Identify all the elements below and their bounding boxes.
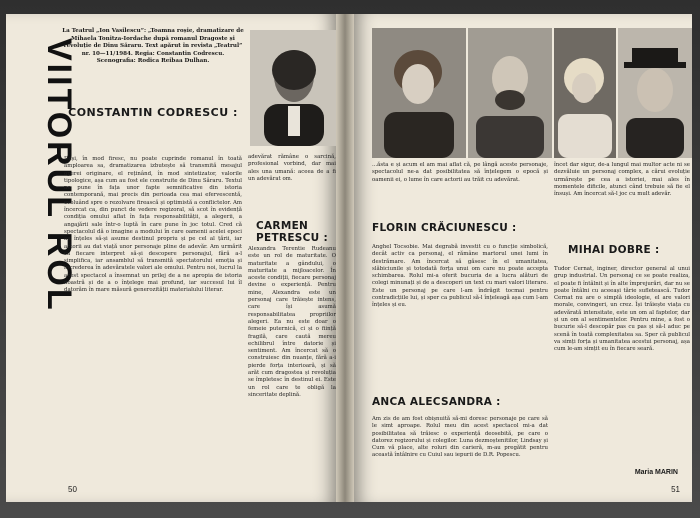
stage-photo-blonde-woman <box>554 28 616 158</box>
column-continuation-text: adevărat rămâne o sarcină, profesional vorbind, dar mai ales una umană: aceea de a fi un adevărat om. <box>248 154 336 182</box>
stage-photo-man-hat <box>618 28 692 158</box>
heading-anca-alecsandra: ANCA ALECSANDRA : <box>372 396 501 408</box>
right-page <box>354 14 692 502</box>
stage-photo-man-beard <box>468 28 552 158</box>
carmen-petrescu-text: Alexandra Terentie Rudeanu este un rol de maturitate. O maturitate a gândului, o maturitate a mijloacelor. În aceste condiții, fiecare personaj devine o experiență. Pentru mine, Alexandra este un personaj care trăiește intens, care își asumă responsabilitatea propriilor alegeri. Ea nu este doar o femeie puternică, ci și o ființă fragilă, care caută mereu echilibrul între datorie și sentiment. Am încercat să o construiesc din nuanțe, fără a-i pierde forța interioară, și să arăt cum dragostea și revoluția se împletesc în destinul ei. Este un rol care te obligă la sinceritate deplină. <box>248 246 336 398</box>
author-signature: Maria MARIN <box>634 469 678 476</box>
stage-photo-woman <box>372 28 466 158</box>
heading-carmen-petrescu: CARMEN PETRESCU : <box>256 220 328 244</box>
portrait-photo-codrescu <box>250 30 336 146</box>
vertical-title <box>14 34 78 334</box>
heading-mihai-dobre: MIHAI DOBRE : <box>568 244 660 256</box>
vertical-title-text: VIITORUL ROL <box>40 38 78 313</box>
page-number-right: 51 <box>671 485 680 494</box>
play-credits: La Teatrul „Ion Vasilescu”: „Toamna roșie, dramatizare de Mihaela Tonitza-Iordache după romanul Dragoste și revoluție de Dinu Săraru. Text apărut în revista „Teatrul” nr. 10—11/1984. Regia: Constantin Codrescu. Scenografia: Rodica Reibaa Dulhan. <box>62 28 244 65</box>
florin-craciunescu-text: Anghel Tocsobie. Mai degrabă investit cu o funcție simbolică, decât activ ca personaj, el rămâne martorul unei lumi în destrămare. Am încercat să găsesc în el umanitatea, slăbiciunile și totodată forța unui om care nu poate accepta schimbarea. Rolul mi-a oferit bucuria de a lucra alături de colegi minunați și de a descoperi un text cu mari valori literare. Este un personaj pe care l-am îndrăgit tocmai pentru contradicțiile lui, și sper ca publicul să-l înțeleagă așa cum l-am înțeles și eu. <box>372 244 548 309</box>
page-number-left: 50 <box>68 485 77 494</box>
heading-florin-craciunescu: FLORIN CRĂCIUNESCU : <box>372 222 517 234</box>
anca-alecsandra-text: Am zis de am fost obișnuită să-mi doresc personaje pe care să le simt aproape. Rolul meu din acest spectacol mi-a dat posibilitatea să trăiesc o experiență deosebită, pe care o datorez regizorului și colegilor. Luna dezmoștenitilor, Lindsay și Cum vă place, alte roluri din carieră, m-au pregătit pentru această întâlnire cu Cuiul sau iepurii de D.R. Popescu. <box>372 416 548 459</box>
page-gutter <box>336 14 354 502</box>
codrescu-text: Deși, în mod firesc, nu poate cuprinde romanul în toată amploarea sa, dramatizarea izbutește să transmită mesajul operei originare, el reținând, în mod sintetizator, valorile tipologice, așa cum au fost ele construite de Dinu Săraru. Textul ne pune în fața unor fapte semnificative din istoria contemporană, mai precis din perioada cea mai efervescentă, evoluând spre o rezolvare firească și optimistă a conflictelor. Am încercat ca, din punct de vedere regizoral, să scot în evidență condiția omului aflat în fața responsabilității, a alegerii, a angajării sale într-o luptă în care pune în joc totul. Cred că spectacolul dă o imagine a modului în care oamenii acelei epoci au înțeles să-și asume destinul propriu și pe cel al țării, iar actorii au dat viață unor personaje pline de adevăr. Am urmărit ca fiecare interpret să-și descopere personajul, fără a-l simplifica, iar ansamblul să transmită spectatorului emoția și încrederea în adevăratele valori ale omului. Pentru noi, lucrul la acest spectacol a însemnat un prilej de a ne apropia de istoria noastră și de a o înțelege mai profund, iar succesul lui îl datorăm în mare măsură generozității materialului literar. <box>64 156 242 294</box>
right-top-column-text: încet dar sigur, de-a lungul mai multor acte ni se dezvăluie un personaj complex, a cărui evoluție urmărește pe cea a istoriei, mai ales în momentele dificile, atunci când trebuie să fie el însuși. Am încercat să-l joc cu mult adevăr. <box>554 162 690 198</box>
interviewee-name-codrescu: CONSTANTIN CODRESCU : <box>68 106 238 119</box>
left-page <box>6 14 336 502</box>
photo-caption-text: ...ăsta e și acum el am mai aflat că, pe lângă aceste personaje, spectacolul ne-a dat posibilitatea să înțelegem o epocă și oamenii ei, o lume în care actorii au trăit cu adevărat. <box>372 162 548 183</box>
mihai-dobre-text: Tudor Cernat, inginer, director general al unui grup industrial. Un personaj ce se poate realiza, el poate fi întâlnit și în alte împrejurări, dar nu se poate întâlni cu aceeași tărie sufletească. Tudor Cernat nu are o simplă ideologie, el are valori morale, convingeri, un crez. Își trăiește viața cu adevărată intensitate, este un om al faptelor, dar și un om al sentimentelor. Pentru mine, a fost o bucurie să-l descopăr pas cu pas și să-l aduc pe scenă în toată complexitatea sa. Sper că publicul va simți forța și umanitatea acestui personaj, așa cum le-am simțit eu în fiecare seară. <box>554 266 690 353</box>
